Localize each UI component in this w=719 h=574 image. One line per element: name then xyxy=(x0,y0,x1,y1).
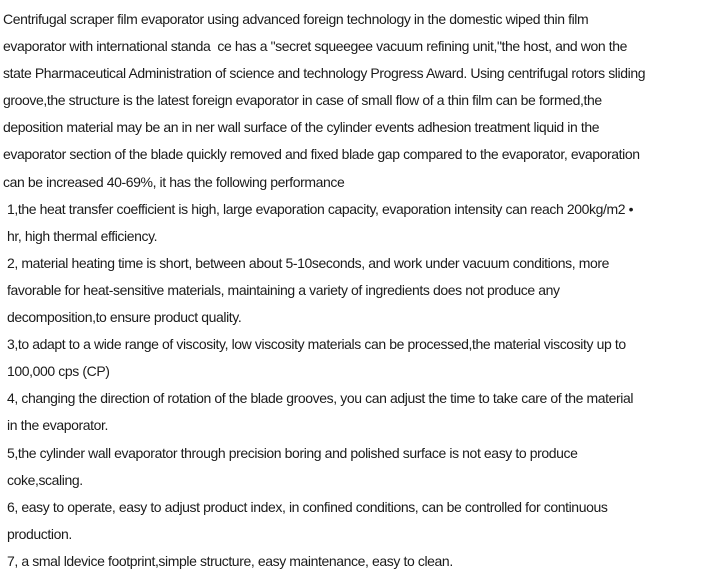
text-line: evaporator section of the blade quickly removed and fixed blade gap compared to the evaporator, evaporation xyxy=(3,146,640,163)
text-line: groove,the structure is the latest foreign evaporator in case of small flow of a thin film can be formed,the xyxy=(3,92,602,109)
text-line: deposition material may be an in ner wall surface of the cylinder events adhesion treatment liquid in the xyxy=(3,119,600,136)
feature-4 xyxy=(3,385,719,439)
feature-2 xyxy=(3,250,719,331)
feature-6 xyxy=(3,494,719,548)
text-line: 5,the cylinder wall evaporator through precision boring and polished surface is not easy to produce xyxy=(7,444,578,461)
feature-5 xyxy=(3,440,719,494)
text-line: can be increased 40-69%, it has the following performance xyxy=(3,173,345,190)
text-line: production. xyxy=(7,525,72,542)
feature-3 xyxy=(3,331,719,385)
text-line: 3,to adapt to a wide range of viscosity, low viscosity materials can be processed,the material viscosity up to xyxy=(7,336,626,353)
text-line: in the evaporator. xyxy=(7,417,108,434)
text-line: 100,000 cps (CP) xyxy=(7,363,110,380)
text-line: state Pharmaceutical Administration of science and technology Progress Award. Using centrifugal rotors sliding xyxy=(3,65,646,82)
text-line: decomposition,to ensure product quality. xyxy=(7,309,242,326)
intro-paragraph xyxy=(3,6,719,196)
text-line: hr, high thermal efficiency. xyxy=(7,227,158,244)
text-line: 4, changing the direction of rotation of the blade grooves, you can adjust the time to take care of the material xyxy=(7,390,634,407)
text-line: 7, a smal ldevice footprint,simple structure, easy maintenance, easy to clean. xyxy=(7,552,453,569)
text-line: coke,scaling. xyxy=(7,471,83,488)
text-line: Centrifugal scraper film evaporator using advanced foreign technology in the domestic wiped thin film xyxy=(3,11,589,27)
text-line: 1,the heat transfer coefficient is high, large evaporation capacity, evaporation intensity can reach 200kg/m2 • xyxy=(7,200,634,217)
text-line: favorable for heat-sensitive materials, maintaining a variety of ingredients does not produce any xyxy=(7,281,560,298)
text-line: 2, material heating time is short, between about 5-10seconds, and work under vacuum conditions, more xyxy=(7,254,610,271)
feature-7 xyxy=(3,548,719,574)
text-line: evaporator with international standa ce has a "secret squeegee vacuum refining unit,"the host, and won the xyxy=(3,38,627,55)
feature-1 xyxy=(3,196,719,250)
text-line: 6, easy to operate, easy to adjust product index, in confined conditions, can be controlled for continuous xyxy=(7,498,608,515)
